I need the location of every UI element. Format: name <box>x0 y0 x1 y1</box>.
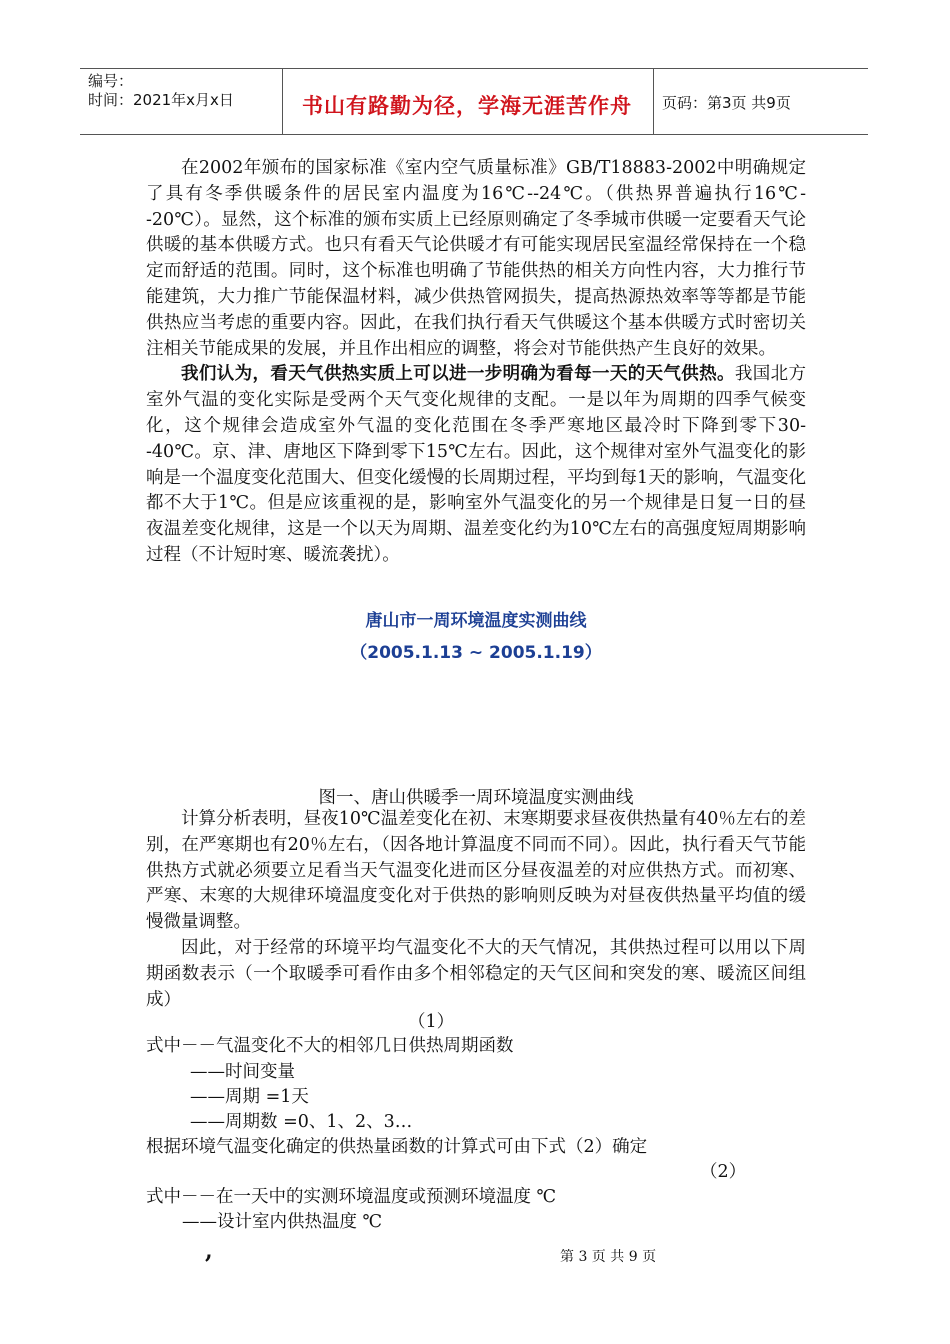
footer-page-number: 第 3 页 共 9 页 <box>560 1249 657 1265</box>
footer-mark: , <box>205 1238 213 1264</box>
header-divider-right <box>653 68 654 134</box>
chart-dates: （2005.1.13 ~ 2005.1.19） <box>350 643 602 663</box>
equation-2-number: （2） <box>700 1162 747 1182</box>
formula-2-intro: 根据环境气温变化确定的供热量函数的计算式可由下式（2）确定 <box>146 1137 648 1157</box>
header-bottom-rule <box>80 134 868 135</box>
paragraph-weather-lead: 我们认为，看天气供热实质上可以进一步明确为看每一天的天气供热。 <box>181 364 735 385</box>
where-clause-2: 式中－－在一天中的实测环境温度或预测环境温度 ℃ <box>146 1187 557 1207</box>
paragraph-weather-rest: 我国北方室外气温的变化实际是受两个天气变化规律的支配。一是以年为周期的四季气候变化，这个规律会造成室外气温的变化范围在冬季严寒地区最冷时下降到零下30--40℃。京、津、唐地区下降到零下15℃左右。因此，这个规律对室外气温变化的影响是一个温度变化范围大、但变化缓慢的长周期过程，平均到每1天的影响，气温变化都不大于1℃。但是应该重视的是，影响室外气温变化的另一个规律是日复一日的昼夜温差变化规律，这是一个以天为周期、温差变化约为10℃左右的高强度短周期影响过程（不计短时寒、暖流袭扰）。 <box>146 364 807 565</box>
var-design-temp: ——设计室内供热温度 ℃ <box>182 1212 383 1232</box>
analysis-section <box>146 807 806 1013</box>
var-period: ——周期 =1天 <box>190 1087 309 1107</box>
header-motto: 书山有路勤为径，学海无涯苦作舟 <box>302 94 632 118</box>
var-time: ——时间变量 <box>190 1062 295 1082</box>
where-clause-1: 式中－－气温变化不大的相邻几日供热周期函数 <box>146 1036 514 1056</box>
header-meta <box>88 72 234 110</box>
header-page-label: 页码：第3页 共9页 <box>662 94 791 112</box>
header-top-rule <box>80 68 868 69</box>
serial-label: 编号： <box>88 72 134 90</box>
time-label: 时间：2021年x月x日 <box>88 91 234 109</box>
paragraph-weather <box>146 362 806 568</box>
equation-1-number: （1） <box>408 1012 455 1032</box>
intro-section <box>146 156 806 569</box>
chart-title: 唐山市一周环境温度实测曲线 <box>365 611 587 631</box>
paragraph-analysis: 计算分析表明，昼夜10℃温差变化在初、末寒期要求昼夜供热量有40％左右的差别，在严寒期也有20％左右，（因各地计算温度不同而不同）。因此，执行看天气节能供热方式就必须要立足看当天气温变化进而区分昼夜温差的对应供热方式。而初寒、严寒、末寒的大规律环境温度变化对于供热的影响则反映为对昼夜供热量平均值的缓慢微量调整。 <box>146 809 806 933</box>
paragraph-function: 因此，对于经常的环境平均气温变化不大的天气情况，其供热过程可以用以下周期函数表示（一个取暖季可看作由多个相邻稳定的天气区间和突发的寒、暖流区间组成） <box>146 937 806 1010</box>
var-count: ——周期数 =0、1、2、3… <box>190 1112 413 1132</box>
figure-caption: 图一、唐山供暖季一周环境温度实测曲线 <box>318 788 634 808</box>
paragraph-standard: 在2002年颁布的国家标准《室内空气质量标准》GB/T18883-2002中明确规定了具有冬季供暖条件的居民室内温度为16℃--24℃。（供热界普遍执行16℃--20℃）。显然，这个标准的颁布实质上已经原则确定了冬季城市供暖一定要看天气论供暖的基本供暖方式。也只有看天气论供暖才有可能实现居民室温经常保持在一个稳定而舒适的范围。同时，这个标准也明确了节能供热的相关方向性内容，大力推行节能建筑，大力推广节能保温材料，减少供热管网损失，提高热源热效率等等都是节能供热应当考虑的重要内容。因此，在我们执行看天气供暖这个基本供暖方式时密切关注相关节能成果的发展，并且作出相应的调整，将会对节能供热产生良好的效果。 <box>146 158 806 359</box>
